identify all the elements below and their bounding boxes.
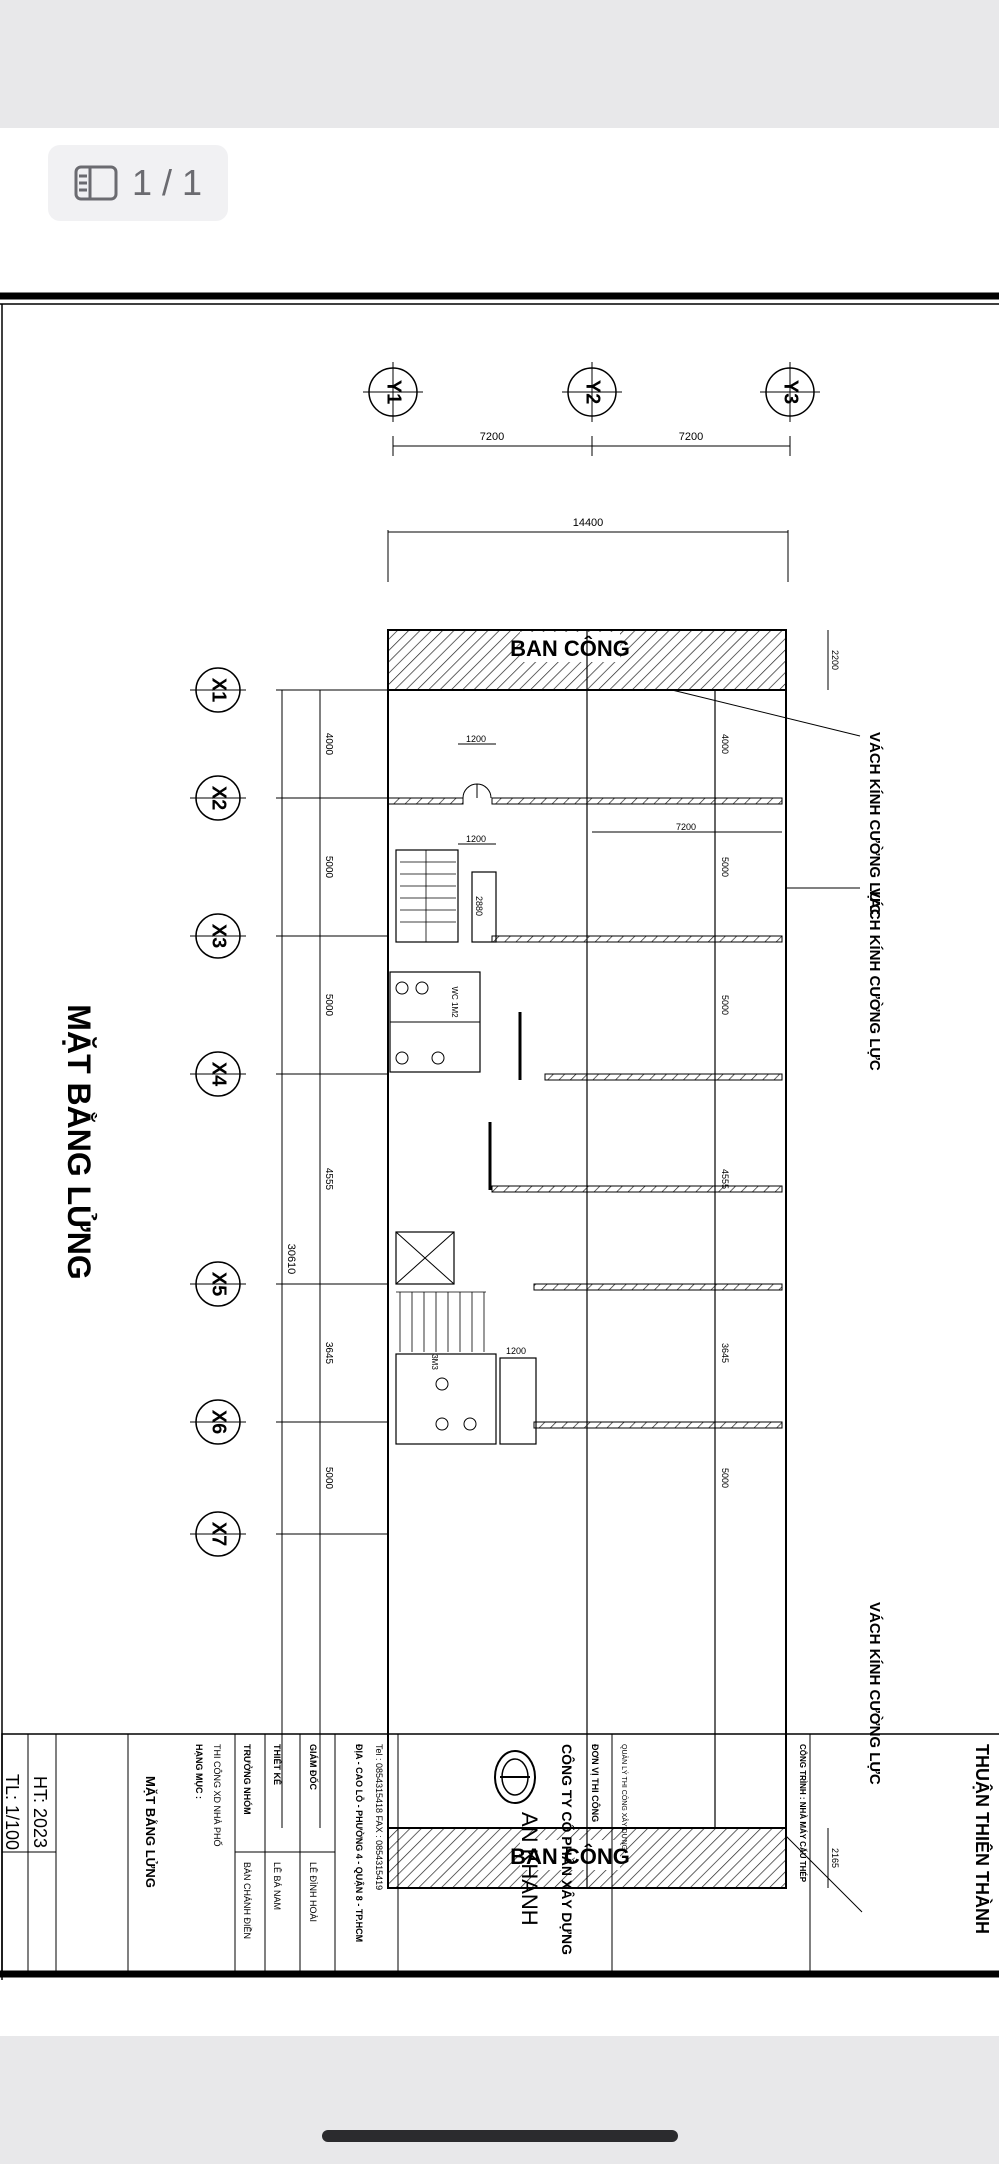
dim-left-6: 5000 xyxy=(323,1466,334,1490)
svg-text:LÊ BÁ NAM: LÊ BÁ NAM xyxy=(272,1862,282,1911)
axis-x4 xyxy=(190,1052,388,1096)
svg-text:2165: 2165 xyxy=(830,1847,840,1869)
svg-text:LÊ ĐÌNH HOÀI: LÊ ĐÌNH HOÀI xyxy=(308,1862,318,1923)
axis-x3 xyxy=(190,914,388,958)
dim-right-4: 4555 xyxy=(720,1168,730,1190)
glass-wall-label-2: VÁCH KÍNH CƯỜNG LỰC xyxy=(866,888,883,1071)
axis-x1 xyxy=(190,668,388,712)
sheet-title: MẶT BẰNG LỬNG xyxy=(143,1776,158,1888)
dim-right-1: 4000 xyxy=(720,733,730,755)
page-indicator[interactable] xyxy=(48,145,228,221)
dim-left-4: 4555 xyxy=(323,1167,334,1191)
svg-text:ĐƠN VỊ THI CÔNG: ĐƠN VỊ THI CÔNG xyxy=(590,1744,600,1823)
svg-text:TRƯỞNG NHÓM: TRƯỞNG NHÓM xyxy=(242,1744,252,1815)
svg-text:2200: 2200 xyxy=(830,649,840,671)
dim-left-1: 4000 xyxy=(323,732,334,756)
axis-y3 xyxy=(760,362,820,422)
glass-wall-label-3: VÁCH KÍNH CƯỜNG LỰC xyxy=(866,1602,883,1785)
page-counter: 1 / 1 xyxy=(131,162,203,203)
svg-text:Y1: Y1 xyxy=(382,379,405,405)
dim-7200-a: 7200 xyxy=(479,431,505,443)
svg-text:3M3: 3M3 xyxy=(430,1354,439,1370)
svg-text:THIẾT KẾ: THIẾT KẾ xyxy=(272,1744,282,1786)
svg-text:Tel : 0854315418 FAX : 085431: Tel : 0854315418 FAX : 0854315419 xyxy=(374,1744,384,1891)
svg-text:THI CÔNG XD NHÀ PHỐ: THI CÔNG XD NHÀ PHỐ xyxy=(212,1744,222,1847)
company-name: CÔNG TY CỔ PHẦN XÂY DỰNG xyxy=(559,1744,575,1956)
axis-x2 xyxy=(190,776,388,820)
stair-top xyxy=(396,850,458,942)
dim-left-2: 5000 xyxy=(323,855,334,879)
svg-text:WC 1M2: WC 1M2 xyxy=(450,986,459,1018)
svg-text:ĐỊA - CAO LỖ - PHƯỜNG 4 - QUẬN: ĐỊA - CAO LỖ - PHƯỜNG 4 - QUẬN 8 - TP.HCM xyxy=(354,1744,364,1943)
svg-text:QUẢN LÝ THI CÔNG XÂY DỰNG: QUẢN LÝ THI CÔNG XÂY DỰNG xyxy=(620,1744,627,1851)
svg-text:CÔNG TRÌNH : NHÀ MÁY CẤU THÉP: CÔNG TRÌNH : NHÀ MÁY CẤU THÉP xyxy=(798,1744,807,1883)
axis-y1 xyxy=(363,362,423,422)
axis-y2 xyxy=(562,362,622,422)
pages-icon xyxy=(74,165,118,201)
wc-bottom xyxy=(396,1354,496,1444)
viewer-bottom-bar xyxy=(0,2036,999,2164)
svg-text:X6: X6 xyxy=(207,1409,230,1435)
svg-text:BÀN CHÁNH ĐIỀN: BÀN CHÁNH ĐIỀN xyxy=(242,1862,252,1940)
balcony-label-top: BAN CÔNG xyxy=(510,636,630,661)
glass-wall-label-1: VÁCH KÍNH CƯỜNG LỰC xyxy=(866,732,883,915)
svg-text:1200: 1200 xyxy=(505,1346,527,1356)
svg-text:Y3: Y3 xyxy=(779,379,802,405)
dim-right-2: 5000 xyxy=(720,856,730,878)
svg-text:X2: X2 xyxy=(207,785,230,811)
dim-right-5: 3645 xyxy=(720,1342,730,1364)
company-logo xyxy=(495,1751,535,1803)
svg-text:X1: X1 xyxy=(207,677,230,703)
dim-total-left: 30610 xyxy=(285,1243,297,1275)
dim-14400: 14400 xyxy=(572,517,604,529)
svg-text:GIÁM ĐỐC: GIÁM ĐỐC xyxy=(308,1744,318,1790)
scale-label: TL: 1/100 xyxy=(2,1773,22,1851)
home-indicator[interactable] xyxy=(322,2130,678,2142)
dim-left-5: 3645 xyxy=(323,1341,334,1365)
brand-name: AN KHANH xyxy=(517,1812,542,1926)
dim-left-3: 5000 xyxy=(323,993,334,1017)
year-label: HT: 2023 xyxy=(30,1775,50,1849)
svg-text:7200: 7200 xyxy=(675,822,697,832)
floor-plan-drawing xyxy=(0,292,999,1982)
svg-text:X7: X7 xyxy=(207,1521,230,1547)
drawing-title: MẶT BẰNG LỬNG xyxy=(61,1004,97,1280)
svg-text:X5: X5 xyxy=(207,1271,230,1297)
svg-text:X4: X4 xyxy=(207,1061,230,1087)
balcony-label-bottom: BAN CÔNG xyxy=(510,1844,630,1869)
svg-text:1200: 1200 xyxy=(465,834,487,844)
svg-text:X3: X3 xyxy=(207,923,230,949)
viewer-top-bar xyxy=(0,0,999,128)
dim-7200-b: 7200 xyxy=(678,431,704,443)
svg-text:HẠNG MỤC :: HẠNG MỤC : xyxy=(194,1744,204,1799)
owner-name: THUẬN THIÊN THÀNH xyxy=(972,1744,992,1934)
axis-x7 xyxy=(190,1512,388,1556)
dim-right-3: 5000 xyxy=(720,994,730,1016)
svg-text:1200: 1200 xyxy=(465,734,487,744)
svg-text:Y2: Y2 xyxy=(581,379,604,405)
dim-right-6: 5000 xyxy=(720,1467,730,1489)
svg-text:2880: 2880 xyxy=(474,895,484,917)
axis-x6 xyxy=(190,1400,388,1444)
